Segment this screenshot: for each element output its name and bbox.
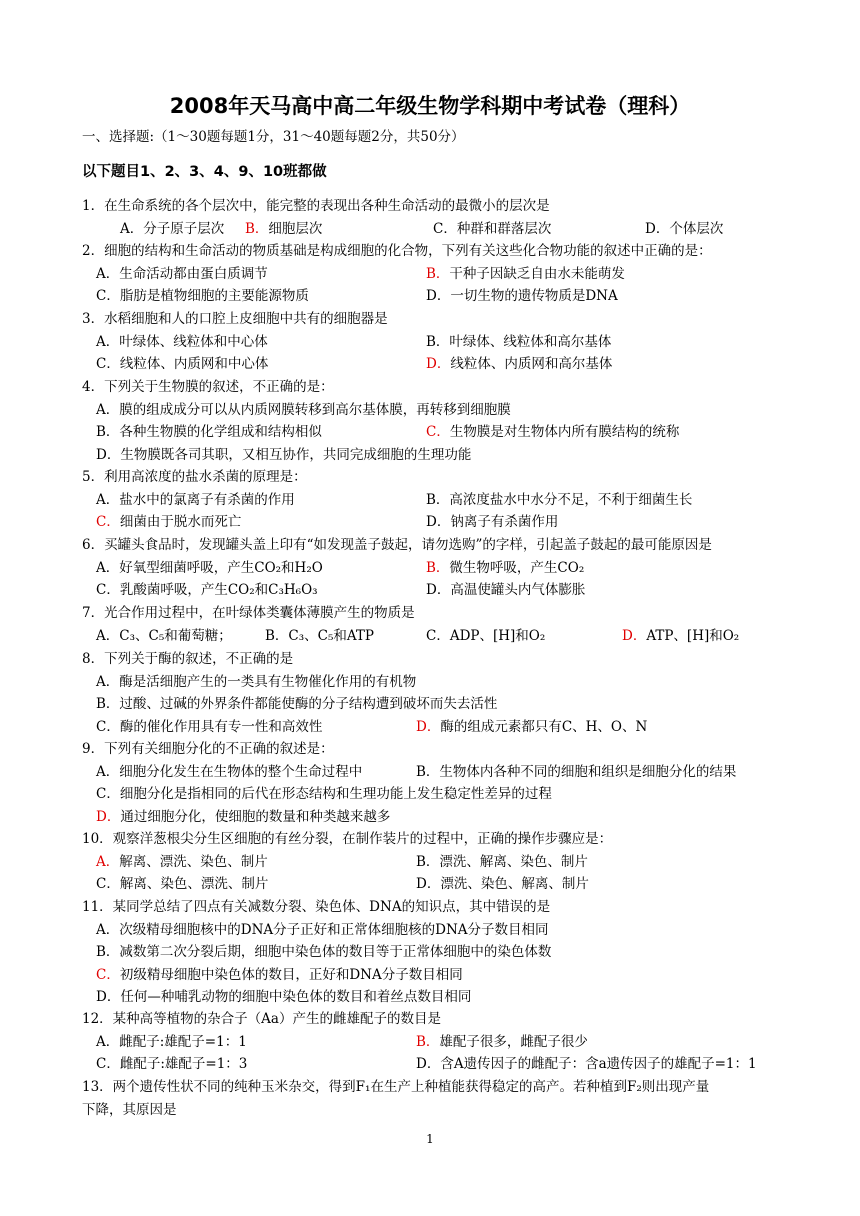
option-letter: A． (96, 401, 120, 418)
answer-option (645, 218, 723, 240)
option-text: 雄配子很多，雌配子很少 (439, 1033, 588, 1050)
question-stem: 4．下列关于生物膜的叙述，不正确的是： (82, 379, 334, 395)
answer-option (96, 579, 318, 601)
answer-option (96, 285, 309, 307)
option-letter: B． (426, 559, 450, 576)
question-stem-continued: 下降，其原因是 (82, 1101, 177, 1118)
question-stem: 7．光合作用过程中，在叶绿体类囊体薄膜产生的物质是 (82, 605, 415, 621)
option-letter: A． (96, 265, 120, 282)
option-letter: A． (96, 627, 120, 644)
answer-option (416, 1031, 588, 1053)
option-letter: A． (96, 559, 120, 576)
option-letter: D． (96, 989, 121, 1006)
option-letter: A． (96, 491, 120, 508)
option-text: C₃、C₅和葡萄糖； (119, 627, 232, 644)
option-letter: A． (96, 853, 120, 870)
option-letter: D． (416, 876, 441, 893)
option-text: 通过细胞分化，使细胞的数量和种类越来越多 (120, 808, 391, 825)
answer-option (96, 1053, 247, 1075)
option-letter: C． (426, 627, 450, 644)
answer-option (426, 625, 545, 647)
option-letter: C． (433, 220, 457, 237)
option-letter: B． (426, 491, 450, 508)
option-text: 线粒体、内质网和高尔基体 (450, 356, 613, 373)
option-text: 解离、染色、漂洗、制片 (119, 876, 269, 893)
option-letter: D． (416, 1056, 441, 1073)
answer-option (96, 625, 232, 647)
option-text: 漂洗、解离、染色、制片 (439, 853, 588, 870)
option-text: 各种生物膜的化学组成和结构相似 (119, 424, 322, 441)
answer-option (96, 873, 268, 895)
option-letter: A． (120, 220, 144, 237)
option-text: 生物体内各种不同的细胞和组织是细胞分化的结果 (439, 763, 737, 780)
option-letter: B． (96, 944, 120, 961)
option-text: 初级精母细胞中染色体的数目，正好和DNA分子数目相同 (119, 966, 463, 983)
answer-option (96, 716, 322, 738)
option-text: 酶是活细胞产生的一类具有生物催化作用的有机物 (119, 673, 417, 690)
option-text: 脂肪是植物细胞的主要能源物质 (119, 288, 309, 305)
option-text: 钠离子有杀菌作用 (450, 514, 559, 531)
answer-option (96, 986, 471, 1008)
option-letter: C． (96, 966, 120, 983)
page-title: 2008年天马高中高二年级生物学科期中考试卷（理科） (169, 94, 691, 118)
option-text: 叶绿体、线粒体和中心体 (119, 333, 268, 350)
option-text: 生命活动都由蛋白质调节 (119, 265, 268, 282)
option-text: 漂洗、染色、解离、制片 (440, 876, 589, 893)
option-text: 解离、漂洗、染色、制片 (119, 853, 268, 870)
answer-option (416, 716, 647, 738)
option-letter: B． (265, 627, 289, 644)
answer-option (96, 353, 268, 375)
option-letter: C． (96, 1056, 120, 1073)
answer-option (96, 557, 323, 579)
option-letter: D． (426, 514, 451, 531)
answer-option (96, 421, 322, 443)
option-text: 乳酸菌呼吸，产生CO₂和C₃H₆O₃ (119, 582, 318, 599)
answer-option (96, 783, 552, 805)
answer-option (426, 511, 558, 533)
option-text: 盐水中的氯离子有杀菌的作用 (119, 491, 295, 508)
answer-option (426, 353, 612, 375)
option-text: ATP、[H]和O₂ (646, 627, 740, 644)
option-letter: C． (96, 356, 120, 373)
option-letter: A． (96, 673, 120, 690)
answer-option (96, 444, 471, 466)
answer-option (426, 579, 585, 601)
option-letter: B． (245, 220, 269, 237)
option-text: 减数第二次分裂后期，细胞中染色体的数目等于正常体细胞中的染色体数 (119, 944, 552, 961)
option-letter: D． (416, 718, 441, 735)
option-text: 含A遗传因子的雌配子：含a遗传因子的雄配子=1：1 (440, 1056, 757, 1073)
answer-option (96, 806, 390, 828)
option-letter: C． (96, 582, 120, 599)
option-text: 酶的组成元素都只有C、H、O、N (440, 718, 648, 735)
answer-option (96, 941, 551, 963)
option-letter: C． (96, 718, 120, 735)
option-letter: C． (96, 876, 120, 893)
answer-option (96, 399, 511, 421)
option-letter: C． (96, 786, 120, 803)
option-text: 次级精母细胞核中的DNA分子正好和正常体细胞核的DNA分子数目相同 (119, 921, 549, 938)
question-stem: 3．水稻细胞和人的口腔上皮细胞中共有的细胞器是 (82, 311, 388, 327)
page-number: 1 (426, 1132, 434, 1146)
answer-option (96, 489, 295, 511)
option-text: 酶的催化作用具有专一性和高效性 (119, 718, 323, 735)
answer-option (96, 919, 549, 941)
answer-option (416, 851, 588, 873)
option-text: 膜的组成成分可以从内质网膜转移到高尔基体膜，再转移到细胞膜 (119, 401, 511, 418)
option-text: 干种子因缺乏自由水未能萌发 (449, 265, 625, 282)
answer-option (96, 693, 497, 715)
option-letter: D． (426, 582, 451, 599)
answer-option (416, 873, 589, 895)
option-text: 细胞分化是指相同的后代在形态结构和生理功能上发生稳定性差异的过程 (119, 786, 552, 803)
question-stem: 8．下列关于酶的叙述，不正确的是 (82, 651, 294, 667)
section-heading: 一、选择题:（1～30题每题1分，31～40题每题2分，共50分） (82, 129, 465, 145)
option-letter: A． (96, 1033, 120, 1050)
option-text: C₃、C₅和ATP (288, 627, 375, 644)
question-stem: 1．在生命系统的各个层次中，能完整的表现出各种生命活动的最微小的层次是 (82, 198, 550, 214)
option-text: 高温使罐头内气体膨胀 (450, 582, 586, 599)
option-letter: D． (426, 356, 451, 373)
answer-option (96, 964, 463, 986)
answer-option (96, 1031, 247, 1053)
option-letter: A． (96, 763, 120, 780)
answer-option (622, 625, 739, 647)
option-text: ADP、[H]和O₂ (449, 627, 546, 644)
question-stem: 13．两个遗传性状不同的纯种玉米杂交，得到F₁在生产上种植能获得稳定的高产。若种植到F₂则出现产量 (82, 1079, 710, 1095)
option-text: 一切生物的遗传物质是DNA (450, 288, 618, 305)
answer-option (96, 671, 416, 693)
answer-option (96, 761, 362, 783)
option-text: 高浓度盐水中水分不足，不利于细菌生长 (449, 491, 693, 508)
answer-option (426, 421, 679, 443)
option-text: 线粒体、内质网和中心体 (119, 356, 269, 373)
answer-option (96, 851, 268, 873)
question-stem: 2．细胞的结构和生命活动的物质基础是构成细胞的化合物，下列有关这些化合物功能的叙述中正确的是： (82, 243, 712, 259)
option-text: 个体层次 (669, 220, 724, 237)
option-letter: A． (96, 921, 120, 938)
option-letter: C． (426, 424, 450, 441)
answer-option (426, 285, 618, 307)
question-stem: 10．观察洋葱根尖分生区细胞的有丝分裂，在制作装片的过程中，正确的操作步骤应是： (82, 831, 613, 847)
answer-option (426, 263, 625, 285)
answer-option (416, 1053, 757, 1075)
answer-option (426, 331, 611, 353)
option-text: 分子原子层次 (143, 220, 225, 237)
answer-option (426, 557, 584, 579)
option-letter: B． (96, 424, 120, 441)
option-letter: D． (645, 220, 670, 237)
question-stem: 12．某种高等植物的杂合子（Aa）产生的雌雄配子的数目是 (82, 1011, 441, 1027)
option-text: 微生物呼吸，产生CO₂ (449, 559, 585, 576)
option-letter: A． (96, 333, 120, 350)
option-letter: D． (96, 446, 121, 463)
option-text: 生物膜是对生物体内所有膜结构的统称 (449, 424, 680, 441)
option-letter: B． (96, 696, 120, 713)
option-text: 雌配子:雄配子=1：3 (119, 1056, 248, 1073)
option-letter: B． (426, 333, 450, 350)
answer-option (265, 625, 374, 647)
answer-option (245, 218, 322, 240)
option-letter: B． (416, 853, 440, 870)
option-text: 生物膜既各司其职，又相互协作，共同完成细胞的生理功能 (120, 446, 472, 463)
option-letter: D． (96, 808, 121, 825)
answer-option (96, 331, 268, 353)
question-stem: 9．下列有关细胞分化的不正确的叙述是： (82, 741, 334, 757)
option-text: 细胞分化发生在生物体的整个生命过程中 (119, 763, 363, 780)
option-text: 细菌由于脱水而死亡 (119, 514, 242, 531)
answer-option (96, 263, 268, 285)
answer-option (433, 218, 551, 240)
option-text: 叶绿体、线粒体和高尔基体 (449, 333, 612, 350)
option-text: 雌配子:雄配子=1：1 (119, 1033, 247, 1050)
question-stem: 6．买罐头食品时，发现罐头盖上印有“如发现盖子鼓起，请勿选购”的字样，引起盖子鼓起的最可能原因是 (82, 537, 712, 553)
option-text: 好氧型细菌呼吸，产生CO₂和H₂O (119, 559, 323, 576)
answer-option (120, 218, 224, 240)
option-letter: B． (416, 1033, 440, 1050)
option-letter: B． (426, 265, 450, 282)
option-letter: C． (96, 288, 120, 305)
question-stem: 5．利用高浓度的盐水杀菌的原理是： (82, 469, 307, 485)
option-text: 细胞层次 (268, 220, 323, 237)
option-letter: B． (416, 763, 440, 780)
question-stem: 11．某同学总结了四点有关减数分裂、染色体、DNA的知识点，其中错误的是 (82, 899, 551, 915)
option-text: 过酸、过碱的外界条件都能使酶的分子结构遭到破坏而失去活性 (119, 696, 498, 713)
option-letter: D． (426, 288, 451, 305)
option-letter: D． (622, 627, 647, 644)
option-letter: C． (96, 514, 120, 531)
subtitle: 以下题目1、2、3、4、9、10班都做 (82, 164, 327, 180)
answer-option (416, 761, 736, 783)
answer-option (426, 489, 692, 511)
option-text: 种群和群落层次 (456, 220, 552, 237)
option-text: 任何—种哺乳动物的细胞中染色体的数目和着丝点数目相同 (120, 989, 472, 1006)
answer-option (96, 511, 241, 533)
